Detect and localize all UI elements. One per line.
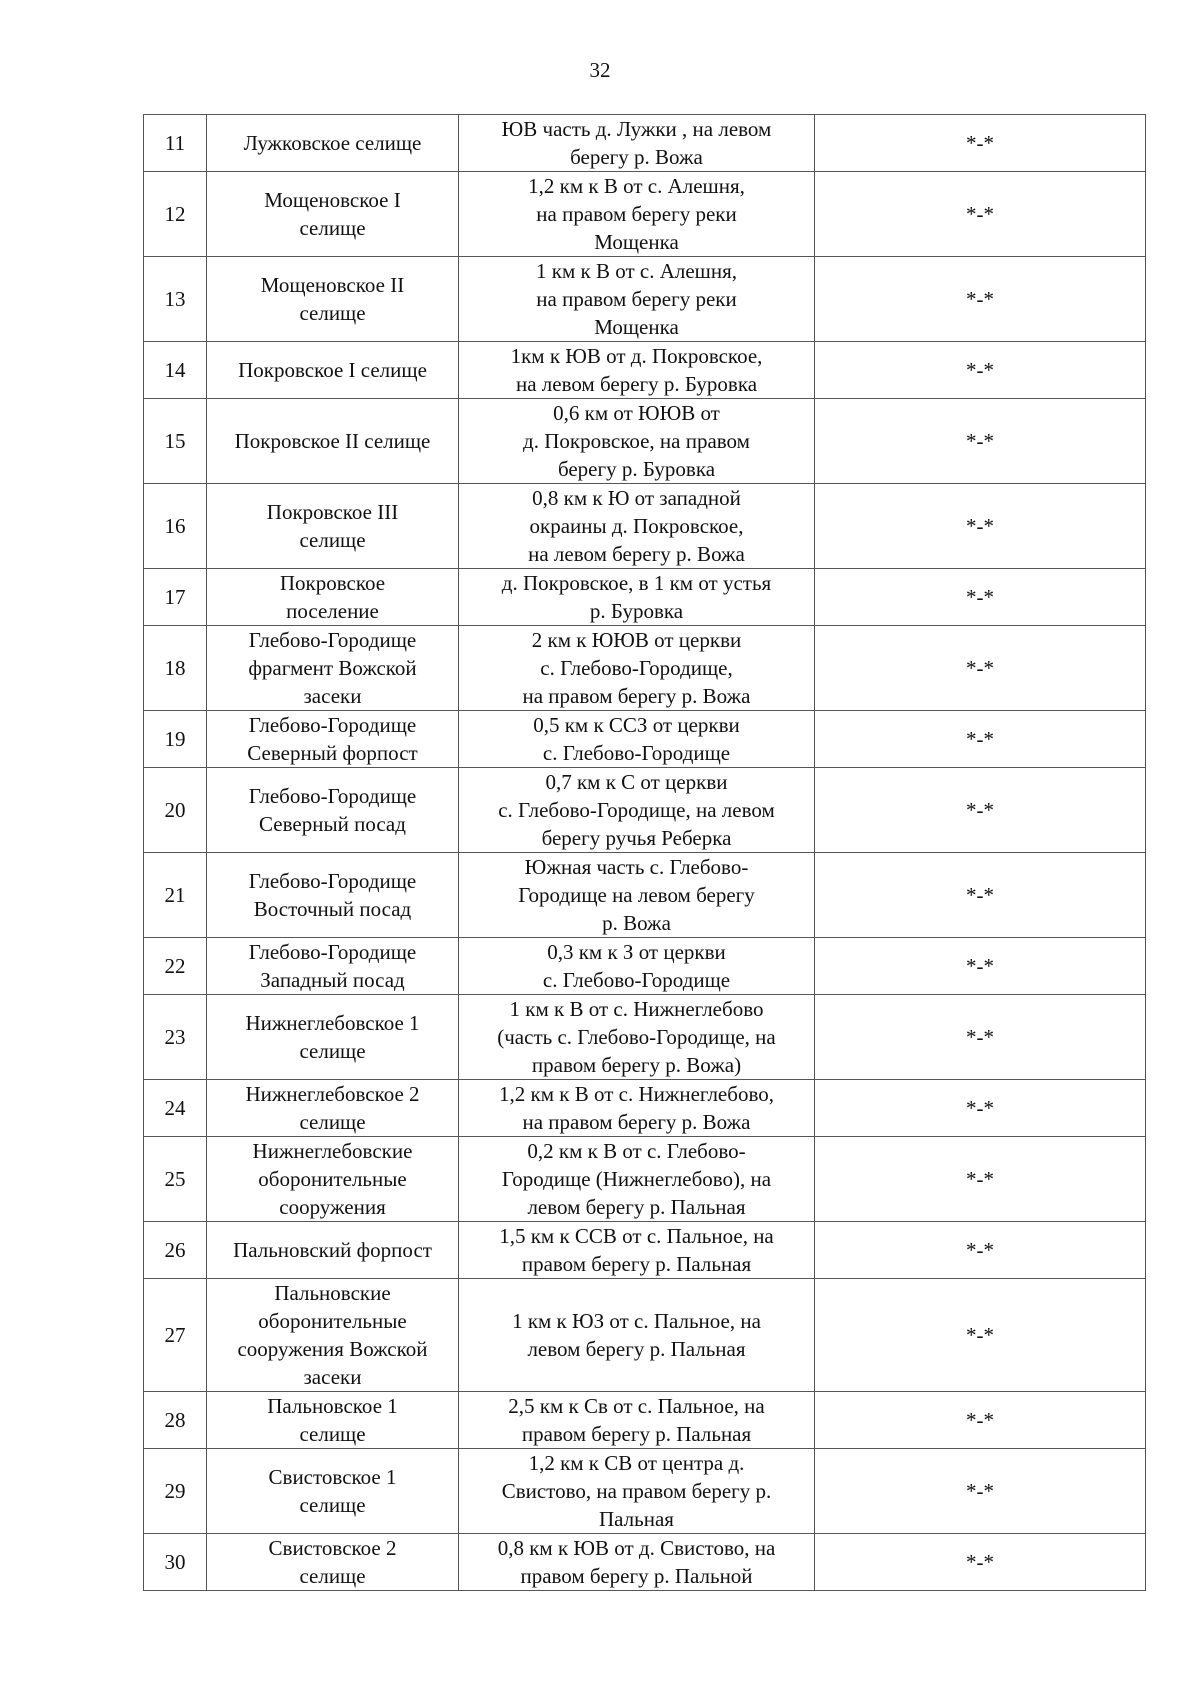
mark-cell: *-* <box>815 257 1146 342</box>
site-name-cell <box>207 1449 459 1534</box>
row-number-cell: 28 <box>144 1392 207 1449</box>
row-number-cell: 14 <box>144 342 207 399</box>
location-line: окраины д. Покровское, <box>529 514 744 538</box>
location-cell <box>459 1279 815 1392</box>
site-name-line: Покровское <box>279 571 386 595</box>
table-row <box>144 853 1146 938</box>
location-line: р. Вожа <box>602 911 671 935</box>
table-row <box>144 399 1146 484</box>
site-name-line: селище <box>299 1422 366 1446</box>
site-name-line: селище <box>299 1564 366 1588</box>
site-name-line: поселение <box>286 599 379 623</box>
site-name-cell <box>207 938 459 995</box>
location-line: 1 км к ЮЗ от с. Пальное, на <box>512 1309 761 1333</box>
mark-cell: *-* <box>815 995 1146 1080</box>
table-row <box>144 1279 1146 1392</box>
location-line: 0,8 км к ЮВ от д. Свистово, на <box>497 1536 776 1560</box>
page-number: 32 <box>589 58 611 82</box>
site-name-cell <box>207 995 459 1080</box>
site-name-line: фрагмент Вожской <box>248 656 417 680</box>
table-row <box>144 768 1146 853</box>
mark-cell: *-* <box>815 1279 1146 1392</box>
site-name-line: сооружения <box>279 1195 386 1219</box>
table-row <box>144 569 1146 626</box>
row-number-cell: 29 <box>144 1449 207 1534</box>
site-name-line: селище <box>299 216 366 240</box>
location-cell <box>459 172 815 257</box>
location-line: 1км к ЮВ от д. Покровское, <box>510 344 763 368</box>
location-line: на правом берегу реки <box>536 202 737 226</box>
location-cell <box>459 1222 815 1279</box>
row-number-cell: 23 <box>144 995 207 1080</box>
site-name-cell <box>207 569 459 626</box>
location-line: 1,5 км к ССВ от с. Пальное, на <box>499 1224 774 1248</box>
mark-cell: *-* <box>815 484 1146 569</box>
location-line: 1 км к В от с. Нижнеглебово <box>509 997 764 1021</box>
location-line: на левом берегу р. Буровка <box>515 372 758 396</box>
site-name-cell <box>207 484 459 569</box>
row-number-cell: 18 <box>144 626 207 711</box>
site-name-line: селище <box>299 528 366 552</box>
location-line: ЮВ часть д. Лужки , на левом <box>501 117 772 141</box>
location-line: 0,3 км к З от церкви <box>547 940 726 964</box>
location-line: д. Покровское, в 1 км от устья <box>501 571 772 595</box>
mark-cell: *-* <box>815 1392 1146 1449</box>
table-row <box>144 1534 1146 1591</box>
table-row <box>144 1080 1146 1137</box>
location-cell <box>459 938 815 995</box>
location-line: р. Буровка <box>589 599 684 623</box>
location-line: с. Глебово-Городище <box>542 741 731 765</box>
site-name-line: Глебово-Городище <box>248 940 417 964</box>
location-line: Южная часть с. Глебово- <box>524 855 749 879</box>
location-line: левом берегу р. Пальная <box>527 1337 746 1361</box>
location-line: на правом берегу р. Вожа <box>522 1110 751 1134</box>
row-number-cell: 22 <box>144 938 207 995</box>
mark-cell: *-* <box>815 1137 1146 1222</box>
location-cell <box>459 569 815 626</box>
site-name-line: Свистовское 1 <box>268 1465 397 1489</box>
site-name-line: Мощеновское II <box>260 273 405 297</box>
site-name-line: оборонительные <box>258 1309 407 1333</box>
row-number-cell: 12 <box>144 172 207 257</box>
site-name-line: Восточный посад <box>253 897 412 921</box>
row-number-cell: 19 <box>144 711 207 768</box>
mark-cell: *-* <box>815 399 1146 484</box>
site-name-line: Глебово-Городище <box>248 628 417 652</box>
site-name-line: Западный посад <box>260 968 405 992</box>
location-line: правом берегу р. Пальная <box>521 1252 752 1276</box>
site-name-cell <box>207 1392 459 1449</box>
site-name-line: Покровское III <box>266 500 399 524</box>
location-line: д. Покровское, на правом <box>523 429 750 453</box>
site-name-line: Пальновские <box>274 1281 391 1305</box>
mark-cell: *-* <box>815 569 1146 626</box>
site-name-line: засеки <box>303 1365 362 1389</box>
table-row <box>144 1137 1146 1222</box>
site-name-cell <box>207 1279 459 1392</box>
location-cell <box>459 399 815 484</box>
table-row <box>144 115 1146 172</box>
table-row <box>144 1449 1146 1534</box>
location-line: Мощенка <box>594 230 679 254</box>
location-line: 0,8 км к Ю от западной <box>532 486 741 510</box>
location-cell <box>459 1392 815 1449</box>
row-number-cell: 13 <box>144 257 207 342</box>
mark-cell: *-* <box>815 1534 1146 1591</box>
table-row <box>144 1392 1146 1449</box>
site-name-line: Нижнеглебовские <box>252 1139 413 1163</box>
site-name-line: Мощеновское I <box>264 188 401 212</box>
location-line: 1,2 км к В от с. Нижнеглебово, <box>499 1082 774 1106</box>
site-name-cell <box>207 1222 459 1279</box>
table-row <box>144 484 1146 569</box>
table-row <box>144 257 1146 342</box>
site-name-cell <box>207 1534 459 1591</box>
location-line: 0,7 км к С от церкви <box>545 770 728 794</box>
location-cell <box>459 768 815 853</box>
site-name-cell <box>207 853 459 938</box>
location-cell <box>459 995 815 1080</box>
location-line: с. Глебово-Городище <box>542 968 731 992</box>
mark-cell: *-* <box>815 768 1146 853</box>
location-cell <box>459 115 815 172</box>
location-line: 0,2 км к В от с. Глебово- <box>527 1139 746 1163</box>
location-cell <box>459 1449 815 1534</box>
row-number-cell: 16 <box>144 484 207 569</box>
location-cell <box>459 711 815 768</box>
location-cell <box>459 342 815 399</box>
site-name-line: Пальновское 1 <box>267 1394 398 1418</box>
mark-cell: *-* <box>815 711 1146 768</box>
location-cell <box>459 1137 815 1222</box>
site-name-cell <box>207 257 459 342</box>
mark-cell: *-* <box>815 172 1146 257</box>
site-name-line: сооружения Вожской <box>237 1337 428 1361</box>
location-line: 1,2 км к В от с. Алешня, <box>528 174 745 198</box>
row-number-cell: 26 <box>144 1222 207 1279</box>
table-row <box>144 342 1146 399</box>
mark-cell: *-* <box>815 115 1146 172</box>
location-line: Свистово, на правом берегу р. <box>501 1479 772 1503</box>
location-line: берегу р. Буровка <box>557 457 716 481</box>
table-row <box>144 711 1146 768</box>
location-line: левом берегу р. Пальная <box>527 1195 746 1219</box>
location-line: берегу ручья Реберка <box>541 826 732 850</box>
location-line: на правом берегу реки <box>536 287 737 311</box>
location-line: с. Глебово-Городище, на левом <box>498 798 775 822</box>
site-name-cell <box>207 711 459 768</box>
table-row <box>144 626 1146 711</box>
mark-cell: *-* <box>815 1449 1146 1534</box>
location-line: Пальная <box>599 1507 674 1531</box>
site-name-line: Покровское I селище <box>238 358 427 382</box>
site-name-cell <box>207 399 459 484</box>
site-name-line: Покровское II селище <box>234 429 431 453</box>
location-line: 2 км к ЮЮВ от церкви <box>531 628 742 652</box>
row-number-cell: 24 <box>144 1080 207 1137</box>
location-cell <box>459 853 815 938</box>
location-line: на левом берегу р. Вожа <box>528 542 745 566</box>
site-name-line: Нижнеглебовское 1 <box>245 1011 420 1035</box>
site-name-cell <box>207 115 459 172</box>
site-name-line: Свистовское 2 <box>268 1536 397 1560</box>
heritage-sites-table <box>143 114 1146 1591</box>
location-line: с. Глебово-Городище, <box>540 656 733 680</box>
location-cell <box>459 257 815 342</box>
row-number-cell: 27 <box>144 1279 207 1392</box>
site-name-line: селище <box>299 301 366 325</box>
site-name-cell <box>207 1080 459 1137</box>
site-name-line: Северный посад <box>259 812 406 836</box>
site-name-cell <box>207 1137 459 1222</box>
row-number-cell: 30 <box>144 1534 207 1591</box>
site-name-line: Глебово-Городище <box>248 784 417 808</box>
row-number-cell: 20 <box>144 768 207 853</box>
location-line: Мощенка <box>594 315 679 339</box>
mark-cell: *-* <box>815 853 1146 938</box>
site-name-line: засеки <box>303 684 362 708</box>
row-number-cell: 15 <box>144 399 207 484</box>
table-row <box>144 938 1146 995</box>
site-name-line: Глебово-Городище <box>248 869 417 893</box>
table-row <box>144 172 1146 257</box>
site-name-line: Лужковское селище <box>243 131 422 155</box>
site-name-line: Глебово-Городище <box>248 713 417 737</box>
site-name-line: оборонительные <box>258 1167 407 1191</box>
row-number-cell: 17 <box>144 569 207 626</box>
location-cell <box>459 1534 815 1591</box>
mark-cell: *-* <box>815 626 1146 711</box>
location-line: 1,2 км к СВ от центра д. <box>528 1451 745 1475</box>
site-name-cell <box>207 172 459 257</box>
location-cell <box>459 484 815 569</box>
mark-cell: *-* <box>815 1080 1146 1137</box>
location-line: на правом берегу р. Вожа <box>522 684 751 708</box>
site-name-cell <box>207 626 459 711</box>
site-name-line: селище <box>299 1493 366 1517</box>
location-cell <box>459 626 815 711</box>
site-name-line: селище <box>299 1039 366 1063</box>
location-line: 0,5 км к ССЗ от церкви <box>533 713 740 737</box>
site-name-line: Нижнеглебовское 2 <box>245 1082 420 1106</box>
table-row <box>144 995 1146 1080</box>
table-row <box>144 1222 1146 1279</box>
site-name-cell <box>207 342 459 399</box>
location-line: правом берегу р. Пальной <box>520 1564 753 1588</box>
location-line: Городище на левом берегу <box>518 883 755 907</box>
row-number-cell: 21 <box>144 853 207 938</box>
table-body <box>144 115 1146 1591</box>
location-line: 0,6 км от ЮЮВ от <box>553 401 720 425</box>
location-cell <box>459 1080 815 1137</box>
row-number-cell: 11 <box>144 115 207 172</box>
location-line: Городище (Нижнеглебово), на <box>501 1167 772 1191</box>
location-line: 2,5 км к Св от с. Пальное, на <box>508 1394 765 1418</box>
mark-cell: *-* <box>815 342 1146 399</box>
site-name-cell <box>207 768 459 853</box>
location-line: берегу р. Вожа <box>570 145 703 169</box>
location-line: (часть с. Глебово-Городище, на <box>497 1025 776 1049</box>
location-line: правом берегу р. Пальная <box>521 1422 752 1446</box>
site-name-line: селище <box>299 1110 366 1134</box>
row-number-cell: 25 <box>144 1137 207 1222</box>
site-name-line: Пальновский форпост <box>233 1238 432 1262</box>
site-name-line: Северный форпост <box>247 741 418 765</box>
mark-cell: *-* <box>815 1222 1146 1279</box>
location-line: правом берегу р. Вожа) <box>531 1053 742 1077</box>
mark-cell: *-* <box>815 938 1146 995</box>
location-line: 1 км к В от с. Алешня, <box>536 259 737 283</box>
